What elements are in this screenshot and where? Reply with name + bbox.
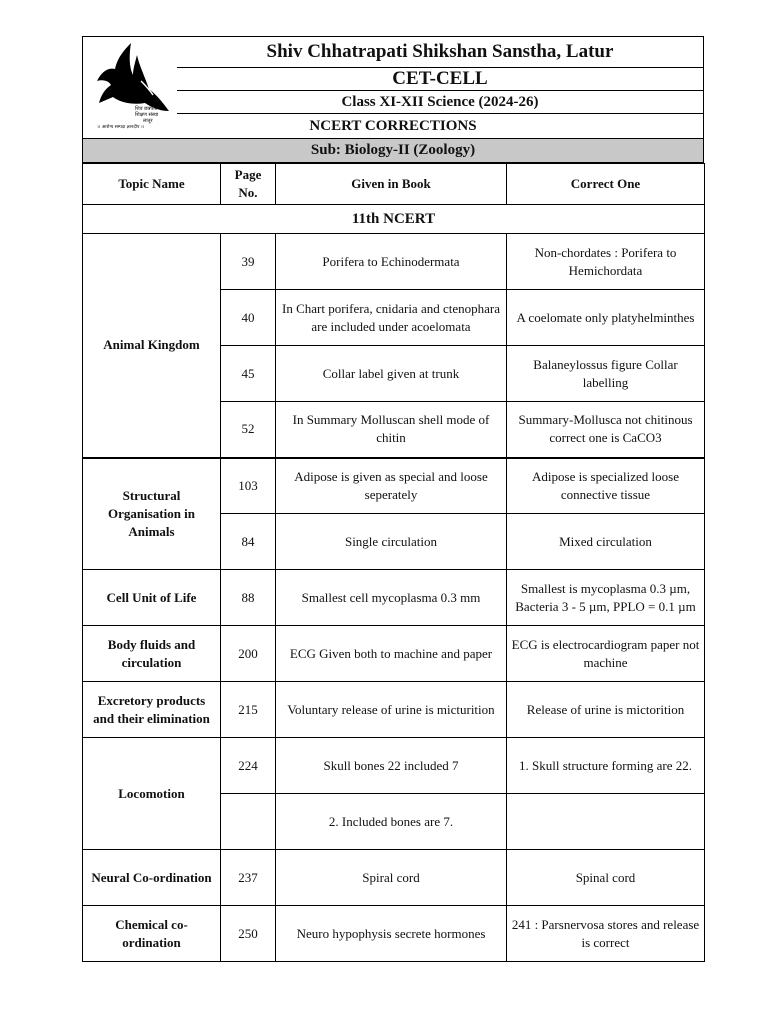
given-cell: Skull bones 22 included 7 xyxy=(276,738,507,794)
given-cell: Single circulation xyxy=(276,514,507,570)
page-cell: 39 xyxy=(221,234,276,290)
cell-name: CET-CELL xyxy=(177,68,703,91)
page-cell: 250 xyxy=(221,906,276,962)
section-row xyxy=(83,205,705,234)
institution-logo-icon xyxy=(83,37,177,131)
topic-cell: Chemical co-ordination xyxy=(83,906,221,962)
table-row xyxy=(83,682,705,738)
given-cell: Spiral cord xyxy=(276,850,507,906)
page-cell: 84 xyxy=(221,514,276,570)
correct-cell xyxy=(507,794,705,850)
table-row xyxy=(83,906,705,962)
document-sheet xyxy=(82,36,704,962)
correct-cell: A coelomate only platyhelminthes xyxy=(507,290,705,346)
subject-bar: Sub: Biology-II (Zoology) xyxy=(82,139,704,163)
given-cell: Smallest cell mycoplasma 0.3 mm xyxy=(276,570,507,626)
document-header xyxy=(82,36,704,139)
col-page-header: Page No. xyxy=(221,164,276,205)
page-cell: 40 xyxy=(221,290,276,346)
col-correct-header: Correct One xyxy=(507,164,705,205)
page-cell: 45 xyxy=(221,346,276,402)
page-cell: 52 xyxy=(221,402,276,458)
correct-cell: 1. Skull structure forming are 22. xyxy=(507,738,705,794)
table-row xyxy=(83,458,705,514)
given-cell: In Chart porifera, cnidaria and ctenophara are included under acoelomata xyxy=(276,290,507,346)
logo-text-1: शिव छत्रपती xyxy=(135,106,158,112)
given-cell: 2. Included bones are 7. xyxy=(276,794,507,850)
page-cell: 200 xyxy=(221,626,276,682)
page-cell: 215 xyxy=(221,682,276,738)
logo-text-3: लातूर xyxy=(143,118,153,124)
page-cell: 103 xyxy=(221,458,276,514)
correct-cell: Release of urine is mictorition xyxy=(507,682,705,738)
topic-cell: Animal Kingdom xyxy=(83,234,221,458)
correct-cell: Smallest is mycoplasma 0.3 µm, Bacteria 3 - 5 µm, PPLO = 0.1 µm xyxy=(507,570,705,626)
given-cell: Adipose is given as special and loose seperately xyxy=(276,458,507,514)
logo-motto: ।। आरोग्य सम्पदा ज्ञानदीप ।। xyxy=(97,125,145,130)
table-row xyxy=(83,626,705,682)
page-cell: 88 xyxy=(221,570,276,626)
institution-name: Shiv Chhatrapati Shikshan Sanstha, Latur xyxy=(177,37,703,68)
correct-cell: Mixed circulation xyxy=(507,514,705,570)
table-row xyxy=(83,850,705,906)
class-line: Class XI-XII Science (2024-26) xyxy=(177,91,703,114)
doc-title: NCERT CORRECTIONS xyxy=(83,114,703,139)
correct-cell: Spinal cord xyxy=(507,850,705,906)
table-header-row xyxy=(83,164,705,205)
correct-cell: Adipose is specialized loose connective tissue xyxy=(507,458,705,514)
given-cell: In Summary Molluscan shell mode of chitin xyxy=(276,402,507,458)
topic-cell: Cell Unit of Life xyxy=(83,570,221,626)
topic-cell: Body fluids and circulation xyxy=(83,626,221,682)
topic-cell: Locomotion xyxy=(83,738,221,850)
correct-cell: Non-chordates : Porifera to Hemichordata xyxy=(507,234,705,290)
page-cell: 224 xyxy=(221,738,276,794)
page-cell xyxy=(221,794,276,850)
topic-cell: Excretory products and their elimination xyxy=(83,682,221,738)
col-topic-header: Topic Name xyxy=(83,164,221,205)
topic-cell: Structural Organisation in Animals xyxy=(83,458,221,570)
correct-cell: 241 : Parsnervosa stores and release is correct xyxy=(507,906,705,962)
topic-cell: Neural Co-ordination xyxy=(83,850,221,906)
section-title: 11th NCERT xyxy=(83,205,705,234)
given-cell: Collar label given at trunk xyxy=(276,346,507,402)
table-row xyxy=(83,570,705,626)
correct-cell: ECG is electrocardiogram paper not machine xyxy=(507,626,705,682)
table-row xyxy=(83,234,705,290)
logo-text-2: शिक्षण संस्था xyxy=(135,112,159,118)
given-cell: ECG Given both to machine and paper xyxy=(276,626,507,682)
table-row xyxy=(83,738,705,794)
correct-cell: Summary-Mollusca not chitinous correct one is CaCO3 xyxy=(507,402,705,458)
given-cell: Voluntary release of urine is micturition xyxy=(276,682,507,738)
given-cell: Porifera to Echinodermata xyxy=(276,234,507,290)
corrections-table xyxy=(82,163,705,962)
page-cell: 237 xyxy=(221,850,276,906)
given-cell: Neuro hypophysis secrete hormones xyxy=(276,906,507,962)
correct-cell: Balaneylossus figure Collar labelling xyxy=(507,346,705,402)
col-given-header: Given in Book xyxy=(276,164,507,205)
